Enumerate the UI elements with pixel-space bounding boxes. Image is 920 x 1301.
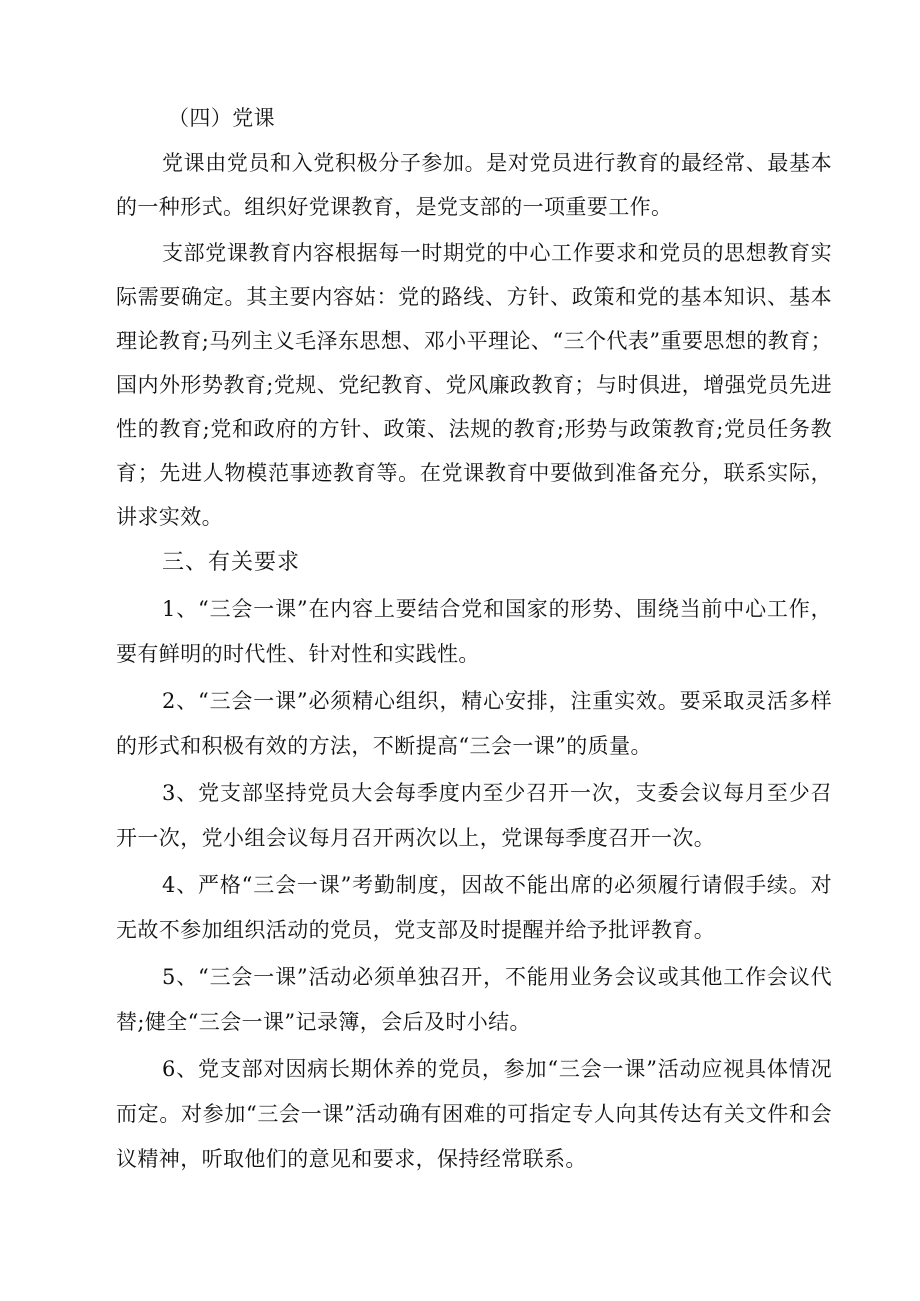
requirement-item-6: 6、党支部对因病长期休养的党员，参加“三会一课”活动应视具体情况而定。对参加“三会一课”活动确有困难的可指定专人向其传达有关文件和会议精神，听取他们的意见和要求，保持经常联系。 [116,1057,832,1171]
paragraph-intro: 党课由党员和入党积极分子参加。是对党员进行教育的最经常、最基本的一种形式。组织好党课教育，是党支部的一项重要工作。 [116,151,832,219]
document-page [116,96,832,1182]
requirement-item-3: 3、党支部坚持党员大会每季度内至少召开一次，支委会议每月至少召开一次，党小组会议每月召开两次以上，党课每季度召开一次。 [116,781,832,850]
requirement-item-5: 5、“三会一课”活动必须单独召开，不能用业务会议或其他工作会议代替;健全“三会一课”记录簿，会后及时小结。 [116,965,832,1034]
section-heading-requirements: 三、有关要求 [162,550,301,575]
requirement-item-1: 1、“三会一课”在内容上要结合党和国家的形势、围绕当前中心工作，要有鲜明的时代性、针对性和实践性。 [116,597,832,666]
paragraph-content: 支部党课教育内容根据每一时期党的中心工作要求和党员的思想教育实际需要确定。其主要内容姑：党的路线、方针、政策和党的基本知识、基本理论教育;马列主义毛泽东思想、邓小平理论、“三个代表”重要思想的教育；国内外形势教育;党规、党纪教育、党风廉政教育；与时俱进，增强党员先进性的教育;党和政府的方针、政策、法规的教育;形势与政策教育;党员任务教育；先进人物模范事迹教育等。在党课教育中要做到准备充分，联系实际，讲求实效。 [116,241,832,529]
requirement-item-2: 2、“三会一课”必须精心组织，精心安排，注重实效。要采取灵活多样的形式和积极有效的方法，不断提高“三会一课”的质量。 [116,689,832,758]
subheading-party-lecture: （四）党课 [168,106,275,130]
requirement-item-4: 4、严格“三会一课”考勤制度，因故不能出席的必须履行请假手续。对无故不参加组织活动的党员，党支部及时提醒并给予批评教育。 [116,873,832,942]
